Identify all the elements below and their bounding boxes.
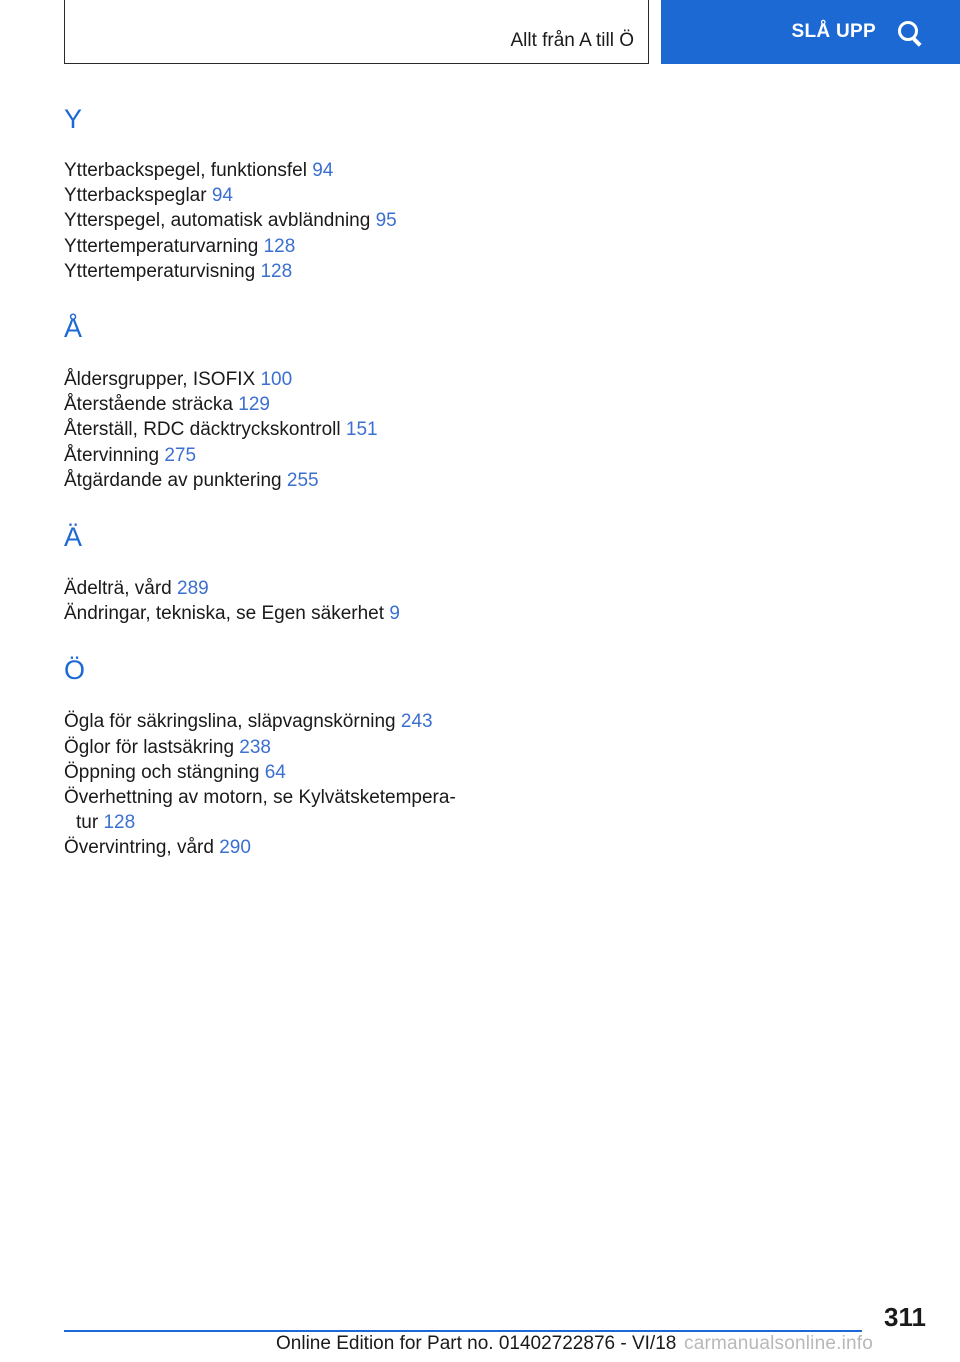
index-entry-text: Ädelträ, vård xyxy=(64,578,172,600)
index-entry xyxy=(64,234,484,259)
index-entry-continuation: tur xyxy=(76,812,99,834)
page-link[interactable]: 129 xyxy=(238,394,270,416)
page-link[interactable]: 275 xyxy=(164,444,197,466)
page-link[interactable]: 151 xyxy=(345,419,378,441)
index-entry xyxy=(64,158,484,183)
index-section xyxy=(64,311,484,493)
index-entry-text: Ögla för säkringslina, släpvagnskörning xyxy=(64,711,396,733)
index-entry xyxy=(64,709,484,734)
index-entry-text: Yttertemperaturvisning xyxy=(64,260,256,282)
index-entry-text: Åtgärdande av punktering xyxy=(64,469,282,491)
page-link[interactable]: 128 xyxy=(103,812,136,834)
footer-divider xyxy=(64,1330,862,1332)
index-entry-text: Återvinning xyxy=(64,444,160,466)
index-entry xyxy=(64,443,484,468)
index-entry-text: Yttertemperaturvarning xyxy=(64,235,259,257)
page-link[interactable]: 94 xyxy=(312,160,334,181)
index-entry xyxy=(64,785,484,835)
index-entry xyxy=(64,468,484,493)
index-section xyxy=(64,653,484,860)
index-entry-text: Öppning och stängning xyxy=(64,761,260,783)
index-section xyxy=(64,520,484,626)
page-link[interactable]: 64 xyxy=(264,761,286,783)
page-link[interactable]: 243 xyxy=(400,711,433,733)
footer-edition-text: Online Edition for Part no. 01402722876 - VI/18 xyxy=(276,1333,677,1354)
page-link[interactable]: 128 xyxy=(260,260,293,282)
index-entry xyxy=(64,760,484,785)
index-entry xyxy=(64,259,484,284)
index-entry xyxy=(64,183,484,208)
index-entry-text: Övervintring, vård xyxy=(64,837,214,859)
header-title-box xyxy=(64,0,649,64)
index-entry xyxy=(64,367,484,392)
index-entry xyxy=(64,417,484,442)
section-letter: Ä xyxy=(64,522,83,553)
page-link[interactable]: 290 xyxy=(219,837,251,859)
index-entry xyxy=(64,735,484,760)
page-link[interactable]: 289 xyxy=(177,578,209,600)
index-entry-text: Ytterbackspeglar xyxy=(64,185,207,207)
index-entry-text: Ytterbackspegel, funktionsfel xyxy=(64,160,307,181)
header-title: Allt från A till Ö xyxy=(510,30,634,51)
lookup-button[interactable] xyxy=(661,0,960,64)
index-content xyxy=(64,102,484,888)
index-entry xyxy=(64,576,484,601)
section-letter: Ö xyxy=(64,655,86,686)
index-entry xyxy=(64,835,484,860)
page-number: 311 xyxy=(884,1302,926,1332)
index-section xyxy=(64,102,484,284)
page-link[interactable]: 9 xyxy=(389,603,400,625)
page-link[interactable]: 255 xyxy=(286,469,319,491)
search-icon xyxy=(898,21,920,43)
watermark: carmanualsonline.info xyxy=(684,1333,874,1354)
index-entry xyxy=(64,392,484,417)
section-letter: Y xyxy=(64,104,83,134)
page-link[interactable]: 100 xyxy=(260,369,293,391)
index-entry-text: Ändringar, tekniska, se Egen säkerhet xyxy=(64,603,385,625)
page-link[interactable]: 128 xyxy=(263,235,296,257)
index-entry-text: Återställ, RDC däcktryckskontroll xyxy=(64,419,341,441)
index-entry-text: Överhettning av motorn, se Kylvätsketempera- xyxy=(64,787,456,809)
page-link[interactable]: 94 xyxy=(211,185,233,207)
index-entry-text: Återstående sträcka xyxy=(64,394,233,416)
page-link[interactable]: 95 xyxy=(375,210,397,232)
page-link[interactable]: 238 xyxy=(239,736,271,758)
section-letter: Å xyxy=(64,313,83,344)
index-entry xyxy=(64,601,484,626)
index-entry-text: Öglor för lastsäkring xyxy=(64,736,235,758)
lookup-button-label: SLÅ UPP xyxy=(791,21,876,42)
index-entry-text: Åldersgrupper, ISOFIX xyxy=(64,369,256,391)
index-entry-text: Ytterspegel, automatisk avbländning xyxy=(64,210,371,232)
index-entry xyxy=(64,208,484,233)
